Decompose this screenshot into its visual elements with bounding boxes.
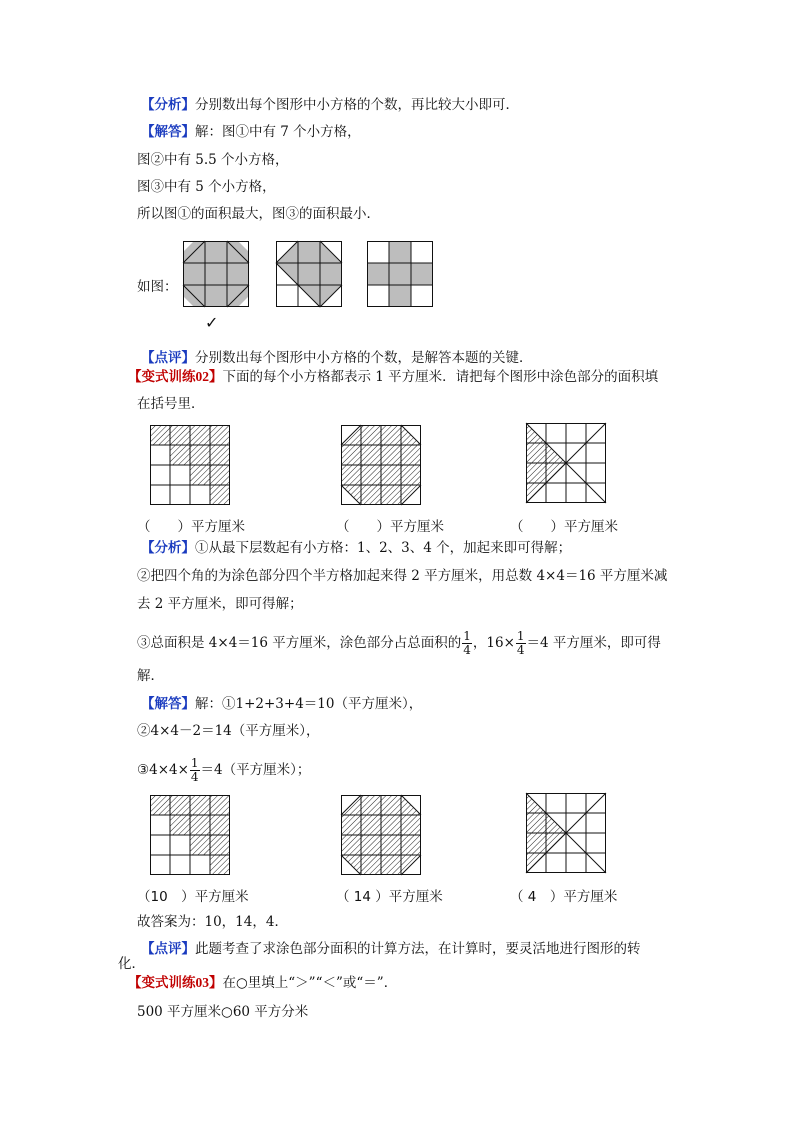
analysis-tag: 【分析】 bbox=[141, 97, 195, 113]
exercise-02-tag: 【变式训练02】 bbox=[128, 369, 223, 384]
blank-caption-1: （ ）平方厘米 bbox=[137, 519, 245, 535]
figure-3-grid bbox=[367, 241, 433, 307]
analysis-2-text-3: 去 2 平方厘米，即可得解； bbox=[137, 596, 303, 612]
answer-unit-3: 平方厘米 bbox=[563, 889, 618, 905]
exercise-03-tag: 【变式训练03】 bbox=[128, 975, 223, 990]
answer-unit-2: 平方厘米 bbox=[388, 889, 443, 905]
answer-figure-1 bbox=[150, 795, 230, 875]
answer-figure-3 bbox=[526, 793, 606, 873]
answer-caption-3: （ 4 ）平方厘米 bbox=[510, 889, 618, 905]
answer-2-text-1: 解：①1+2+3+4＝10（平方厘米）， bbox=[195, 696, 423, 712]
answer-text-3: 图③中有 5 个小方格， bbox=[137, 179, 276, 195]
analysis-2-text-4b: ，16× bbox=[472, 635, 515, 651]
analysis-2-text-1: ①从最下层数起有小方格：1、2、3、4 个，加起来即可得解； bbox=[195, 540, 572, 556]
fraction-numerator: 1 bbox=[463, 629, 471, 643]
analysis-2-text-4a: ③总面积是 4×4＝16 平方厘米，涂色部分占总面积的 bbox=[137, 635, 462, 651]
figure-2-grid bbox=[276, 241, 342, 307]
analysis-2-tag: 【分析】 bbox=[141, 540, 195, 556]
blank-caption-2: （ ）平方厘米 bbox=[336, 519, 444, 535]
comment-2-tag: 【点评】 bbox=[141, 941, 195, 957]
comment-tag: 【点评】 bbox=[141, 350, 195, 366]
answer-tag: 【解答】 bbox=[141, 124, 195, 140]
answer-caption-2: （ 14 ）平方厘米 bbox=[336, 889, 443, 905]
answer-line bbox=[141, 123, 361, 141]
answer-text-1: 解：图①中有 7 个小方格， bbox=[195, 124, 361, 140]
answer-caption-1: （10 ）平方厘米 bbox=[137, 889, 249, 905]
fraction-numerator-3: 1 bbox=[190, 756, 199, 770]
comment-2-line bbox=[141, 940, 641, 958]
blank-caption-3: （ ）平方厘米 bbox=[510, 519, 618, 535]
fraction-quarter bbox=[462, 630, 472, 657]
problem-figure-3 bbox=[526, 423, 606, 503]
fraction-denominator-3: 4 bbox=[190, 770, 199, 784]
answer-2-text-2: ②4×4－2＝14（平方厘米）， bbox=[137, 723, 320, 739]
answer-2-text-3a: ③4×4× bbox=[137, 762, 189, 778]
analysis-text: 分别数出每个图形中小方格的个数，再比较大小即可． bbox=[195, 97, 519, 113]
answer-2-text-3 bbox=[137, 757, 310, 784]
answer-value-1: 10 bbox=[150, 889, 168, 905]
exercise-03-text: 在○里填上“＞”“＜”或“＝”． bbox=[222, 975, 398, 991]
check-mark-icon: ✓ bbox=[205, 313, 219, 332]
analysis-line bbox=[141, 96, 519, 114]
answer-figure-2 bbox=[341, 795, 421, 875]
problem-figure-1 bbox=[150, 425, 230, 505]
figure-1-grid bbox=[183, 241, 249, 307]
answer-value-2: 14 bbox=[353, 889, 371, 905]
comment-line bbox=[141, 349, 533, 367]
analysis-2-text-4c: ＝4 平方厘米，即可得 bbox=[526, 635, 661, 651]
analysis-2-text-2: ②把四个角的为涂色部分四个半方格加起来得 2 平方厘米，用总数 4×4＝16 平方厘米减 bbox=[137, 568, 668, 584]
answer-2-line bbox=[141, 695, 422, 713]
analysis-2-text-5: 解． bbox=[137, 668, 164, 684]
comment-text: 分别数出每个图形中小方格的个数，是解答本题的关键． bbox=[195, 350, 533, 366]
exercise-03-problem: 500 平方厘米○60 平方分米 bbox=[137, 1004, 309, 1020]
fraction-quarter-2 bbox=[516, 630, 526, 657]
answer-text-4: 所以图①的面积最大，图③的面积最小． bbox=[137, 206, 380, 222]
answer-unit-1: 平方厘米 bbox=[194, 889, 249, 905]
figure-label: 如图： bbox=[137, 279, 178, 295]
comment-2-text-2: 化． bbox=[118, 956, 145, 972]
fraction-quarter-3 bbox=[190, 757, 200, 784]
comment-2-text-1: 此题考查了求涂色部分面积的计算方法，在计算时，要灵活地进行图形的转 bbox=[195, 941, 641, 957]
answer-2-text-3b: ＝4（平方厘米）； bbox=[200, 762, 311, 778]
answer-2-tag: 【解答】 bbox=[141, 696, 195, 712]
fraction-numerator-2: 1 bbox=[516, 629, 525, 643]
answer-value-3: 4 bbox=[527, 889, 537, 905]
exercise-03-title bbox=[128, 974, 397, 992]
fraction-denominator-2: 4 bbox=[516, 643, 525, 657]
fraction-denominator: 4 bbox=[463, 643, 471, 657]
answer-text-2: 图②中有 5.5 个小方格， bbox=[137, 152, 289, 168]
exercise-02-text: 下面的每个小方格都表示 1 平方厘米．请把每个图形中涂色部分的面积填 bbox=[222, 369, 659, 385]
problem-figure-2 bbox=[341, 425, 421, 505]
analysis-2-line bbox=[141, 539, 571, 557]
exercise-02-title bbox=[128, 368, 658, 386]
analysis-2-text-4 bbox=[137, 630, 661, 657]
exercise-02-text-2: 在括号里． bbox=[137, 396, 205, 412]
final-answer: 故答案为：10，14，4． bbox=[137, 914, 288, 930]
